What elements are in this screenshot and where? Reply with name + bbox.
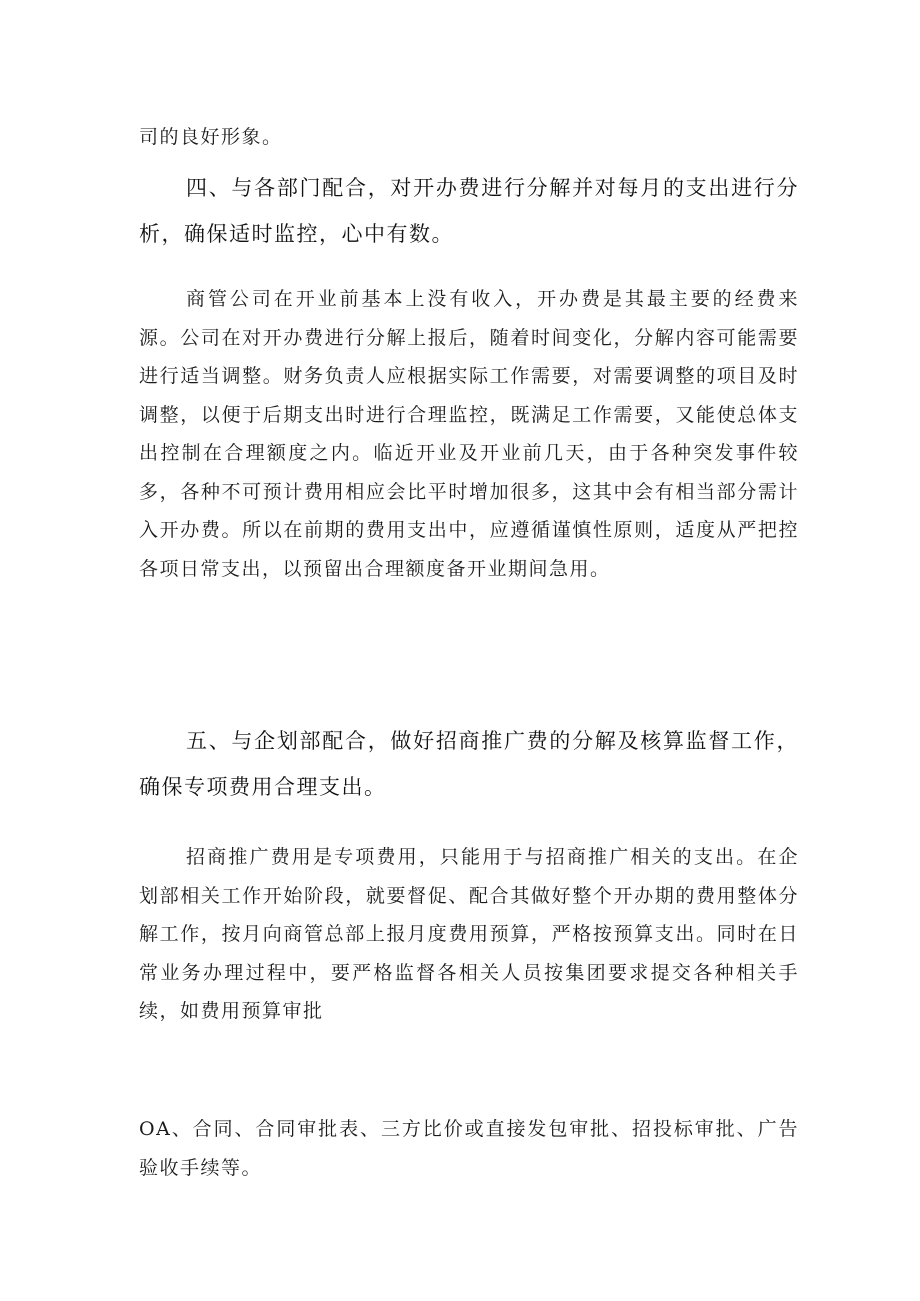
paragraph-carryover: 司的良好形象。 — [139, 126, 283, 148]
paragraph-section-5: 招商推广费用是专项费用，只能用于与招商推广相关的支出。在企划部相关工作开始阶段，就要督促、配合其做好整个开办期的费用整体分解工作，按月向商管总部上报月度费用预算，严格按预算支出。同时在日常业务办理过程中，要严格监督各相关人员按集团要求提交各种相关手续，如费用预算审批 — [139, 846, 799, 1022]
paragraph-section-5-continued: OA、合同、合同审批表、三方比价或直接发包审批、招投标审批、广告验收手续等。 — [139, 1118, 799, 1179]
section-heading-5: 五、与企划部配合，做好招商推广费的分解及核算监督工作，确保专项费用合理支出。 — [139, 729, 799, 799]
paragraph-section-4: 商管公司在开业前基本上没有收入，开办费是其最主要的经费来源。公司在对开办费进行分解上报后，随着时间变化，分解内容可能需要进行适当调整。财务负责人应根据实际工作需要，对需要调整的项目及时调整，以便于后期支出时进行合理监控，既满足工作需要，又能使总体支出控制在合理额度之内。临近开业及开业前几天，由于各种突发事件较多，各种不可预计费用相应会比平时增加很多，这其中会有相当部分需计入开办费。所以在前期的费用支出中，应遵循谨慎性原则，适度从严把控各项日常支出，以预留出合理额度备开业期间急用。 — [139, 288, 799, 580]
section-heading-4: 四、与各部门配合，对开办费进行分解并对每月的支出进行分析，确保适时监控，心中有数。 — [139, 176, 799, 246]
